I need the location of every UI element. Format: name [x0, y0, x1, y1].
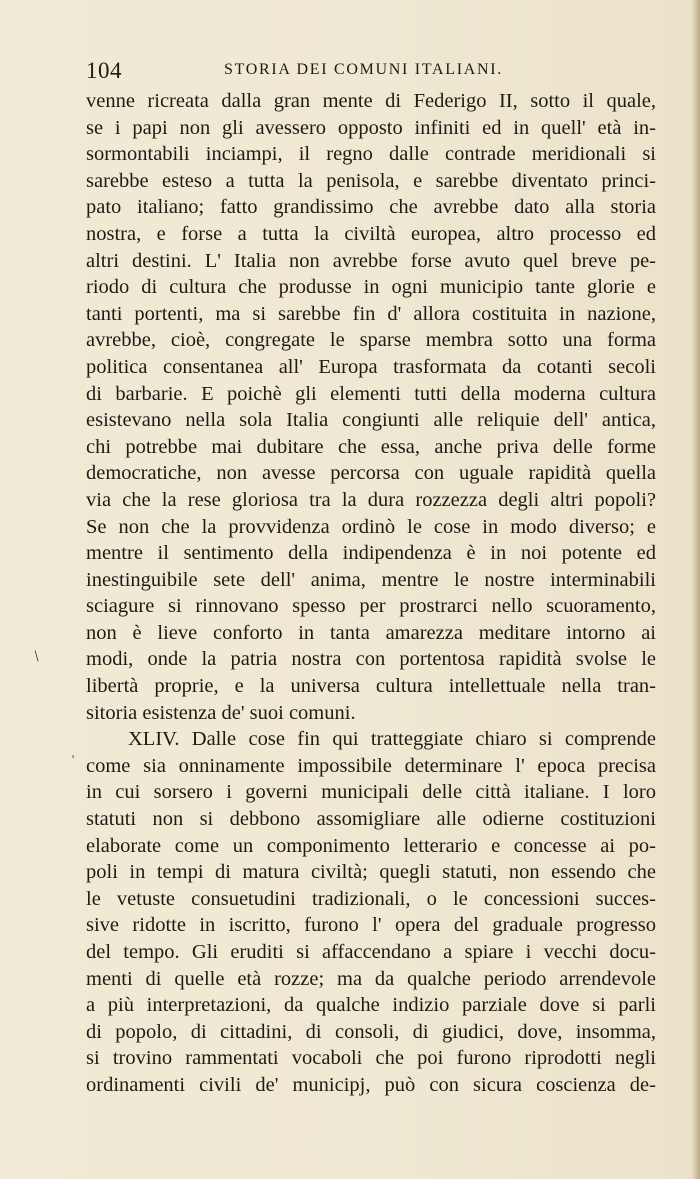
- text-line: libertà proprie, e la universa cultura intellettuale nella tran-: [86, 675, 656, 698]
- text-line: le vetuste consuetudini tradizionali, o le concessioni succes-: [86, 887, 656, 910]
- text-line: in cui sorsero i governi municipali delle città italiane. I loro: [86, 781, 656, 804]
- page-header: [86, 58, 656, 86]
- text-line: menti di quelle età rozze; ma da qualche periodo arrendevole: [86, 967, 656, 990]
- text-line: venne ricreata dalla gran mente di Federigo II, sotto il quale,: [86, 90, 656, 112]
- text-line: di popolo, di cittadini, di consoli, di giudici, dove, insomma,: [86, 1020, 656, 1043]
- text-line: avrebbe, cioè, congregate le sparse membra sotto una forma: [86, 329, 656, 352]
- text-line: via che la rese gloriosa tra la dura rozzezza degli altri popoli?: [86, 488, 656, 511]
- text-line: sciagure si rinnovano spesso per prostrarci nello scuoramento,: [86, 595, 656, 618]
- text-line: si trovino rammentati vocaboli che poi furono riprodotti negli: [86, 1047, 656, 1070]
- text-line: chi potrebbe mai dubitare che essa, anche priva delle forme: [86, 435, 656, 458]
- text-line: poli in tempi di matura civiltà; quegli statuti, non essendo che: [86, 861, 656, 884]
- body-text: [86, 88, 656, 1099]
- margin-ink-dot: ': [72, 752, 75, 766]
- section-first-line: XLIV. Dalle cose fin qui tratteggiate chiaro si comprende: [128, 728, 656, 751]
- text-line: democratiche, non avesse percorsa con uguale rapidità quella: [86, 462, 656, 485]
- running-title: STORIA DEI COMUNI ITALIANI.: [224, 61, 503, 78]
- text-line: statuti non si debbono assomigliare alle odierne costituzioni: [86, 808, 656, 831]
- text-line: politica consentanea all' Europa trasformata da cotanti secoli: [86, 355, 656, 378]
- text-line: di barbarie. E poichè gli elementi tutti della moderna cultura: [86, 382, 656, 405]
- text-line: Se non che la provvidenza ordinò le cose in modo diverso; e: [86, 515, 656, 538]
- page-number: 104: [86, 58, 122, 83]
- text-line: del tempo. Gli eruditi si affaccendano a spiare i vecchi docu-: [86, 941, 656, 963]
- text-line: altri destini. L' Italia non avrebbe forse avuto quel breve pe-: [86, 249, 656, 272]
- text-line: riodo di cultura che produsse in ogni municipio tante glorie e: [86, 276, 656, 299]
- text-line: a più interpretazioni, da qualche indizio parziale dove si parli: [86, 994, 656, 1017]
- text-line: modi, onde la patria nostra con portentosa rapidità svolse le: [86, 648, 656, 671]
- text-line: non è lieve conforto in tanta amarezza meditare intorno ai: [86, 621, 656, 644]
- text-line: nostra, e forse a tutta la civiltà europea, altro processo ed: [86, 222, 656, 245]
- text-line: inestinguibile sete dell' anima, mentre le nostre interminabili: [86, 568, 656, 591]
- text-line: come sia onninamente impossibile determinare l' epoca precisa: [86, 754, 656, 777]
- text-line: elaborate come un componimento letterario e concesse ai po-: [86, 834, 656, 857]
- text-line: se i papi non gli avessero opposto infiniti ed in quell' età in-: [86, 116, 656, 139]
- paragraph-last-line: sitoria esistenza de' suoi comuni.: [86, 701, 356, 724]
- text-line: ordinamenti civili de' municipj, può con sicura coscienza de-: [86, 1073, 656, 1096]
- text-line: sive ridotte in iscritto, furono l' opera del graduale progresso: [86, 914, 656, 937]
- text-line: sarebbe esteso a tutta la penisola, e sarebbe diventato princi-: [86, 169, 656, 192]
- page-edge-shadow: [691, 0, 700, 1179]
- text-line: sormontabili inciampi, il regno dalle contrade meridionali si: [86, 143, 656, 166]
- text-line: mentre il sentimento della indipendenza è in noi potente ed: [86, 542, 656, 565]
- text-line: tanti portenti, ma si sarebbe fin d' allora costituita in nazione,: [86, 302, 656, 325]
- margin-ink-mark: /: [30, 648, 44, 665]
- text-line: pato italiano; fatto grandissimo che avrebbe dato alla storia: [86, 196, 656, 219]
- text-line: esistevano nella sola Italia congiunti alle reliquie dell' antica,: [86, 409, 656, 432]
